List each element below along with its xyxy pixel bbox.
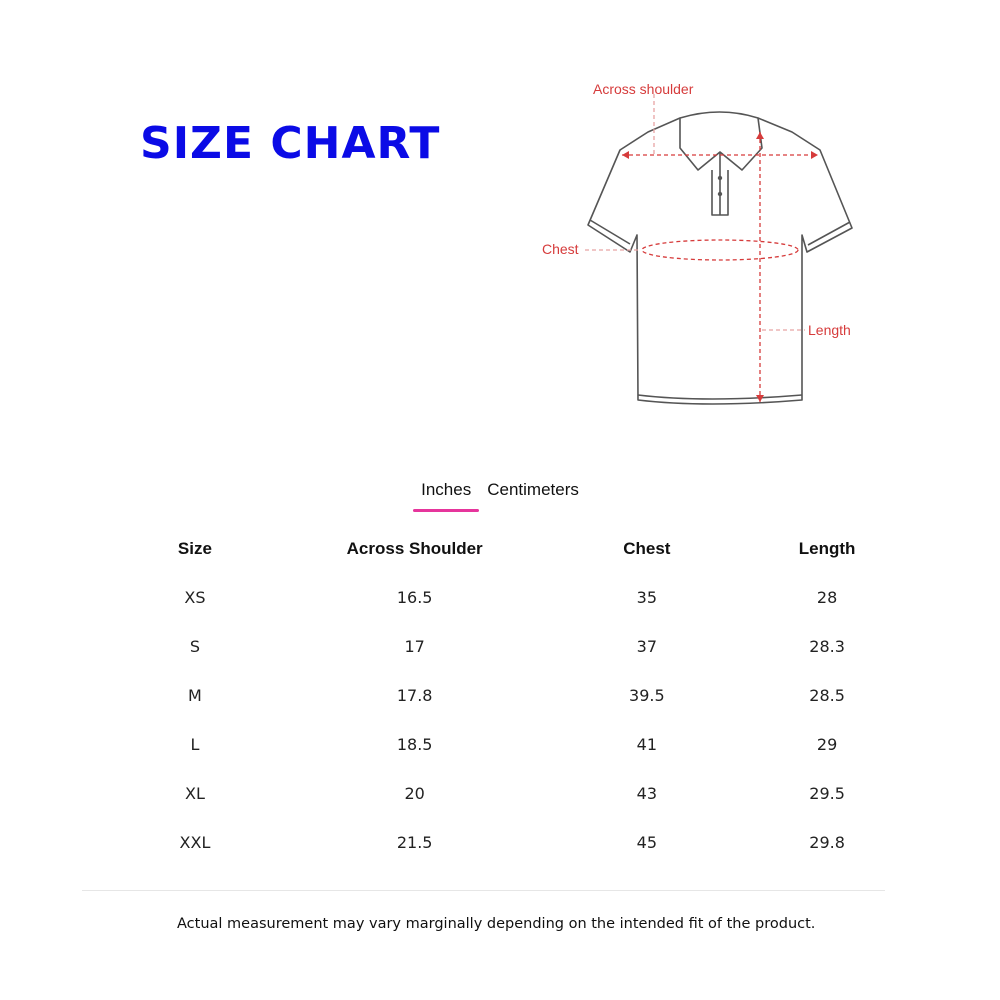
polo-shirt-illustration <box>530 70 870 420</box>
tab-inches[interactable]: Inches <box>413 478 479 510</box>
cell-chest: 39.5 <box>629 686 665 705</box>
cell-length: 28 <box>816 588 838 607</box>
divider <box>82 890 885 891</box>
cell-chest: 37 <box>636 637 657 656</box>
cell-across-shoulder: 17 <box>404 637 425 656</box>
cell-across-shoulder: 16.5 <box>396 588 433 607</box>
column-header-length: Length <box>798 538 856 558</box>
cell-across-shoulder: 17.8 <box>396 686 433 705</box>
table-row <box>100 573 900 622</box>
page-title: SIZE CHART <box>140 118 441 169</box>
cell-size: M <box>188 686 202 705</box>
cell-length: 29.5 <box>809 784 845 803</box>
cell-size: XXL <box>179 833 211 852</box>
button-icon <box>718 192 722 196</box>
column-header-across-shoulder: Across Shoulder <box>346 538 483 558</box>
cell-length: 29.8 <box>809 833 845 852</box>
cell-length: 29 <box>816 735 838 754</box>
button-icon <box>718 176 722 180</box>
column-header-chest: Chest <box>623 538 671 558</box>
length-label: Length <box>808 322 851 338</box>
column-header-size: Size <box>177 538 212 558</box>
tab-centimeters[interactable]: Centimeters <box>487 480 579 499</box>
cell-size: S <box>189 637 201 656</box>
cell-size: XL <box>185 784 205 803</box>
measurement-note: Actual measurement may vary marginally depending on the intended fit of the product. <box>177 916 816 932</box>
cell-across-shoulder: 21.5 <box>396 833 433 852</box>
table-row <box>100 671 900 720</box>
chest-label: Chest <box>542 241 579 257</box>
cell-length: 28.3 <box>809 637 845 656</box>
cell-across-shoulder: 20 <box>404 784 425 803</box>
table-row <box>100 720 900 769</box>
cell-chest: 35 <box>636 588 657 607</box>
size-table <box>100 524 900 867</box>
cell-chest: 45 <box>636 833 657 852</box>
cell-across-shoulder: 18.5 <box>396 735 433 754</box>
unit-tabs <box>0 478 1000 510</box>
shirt-measurement-diagram <box>530 70 870 420</box>
cell-size: XS <box>184 588 206 607</box>
across-shoulder-label: Across shoulder <box>593 81 694 97</box>
table-header-row <box>100 524 900 573</box>
table-row <box>100 769 900 818</box>
table-row <box>100 818 900 867</box>
collar-outline <box>680 112 762 170</box>
cell-chest: 41 <box>636 735 657 754</box>
cell-length: 28.5 <box>809 686 845 705</box>
cell-chest: 43 <box>636 784 657 803</box>
chest-line <box>642 240 798 260</box>
table-row <box>100 622 900 671</box>
cell-size: L <box>190 735 200 754</box>
